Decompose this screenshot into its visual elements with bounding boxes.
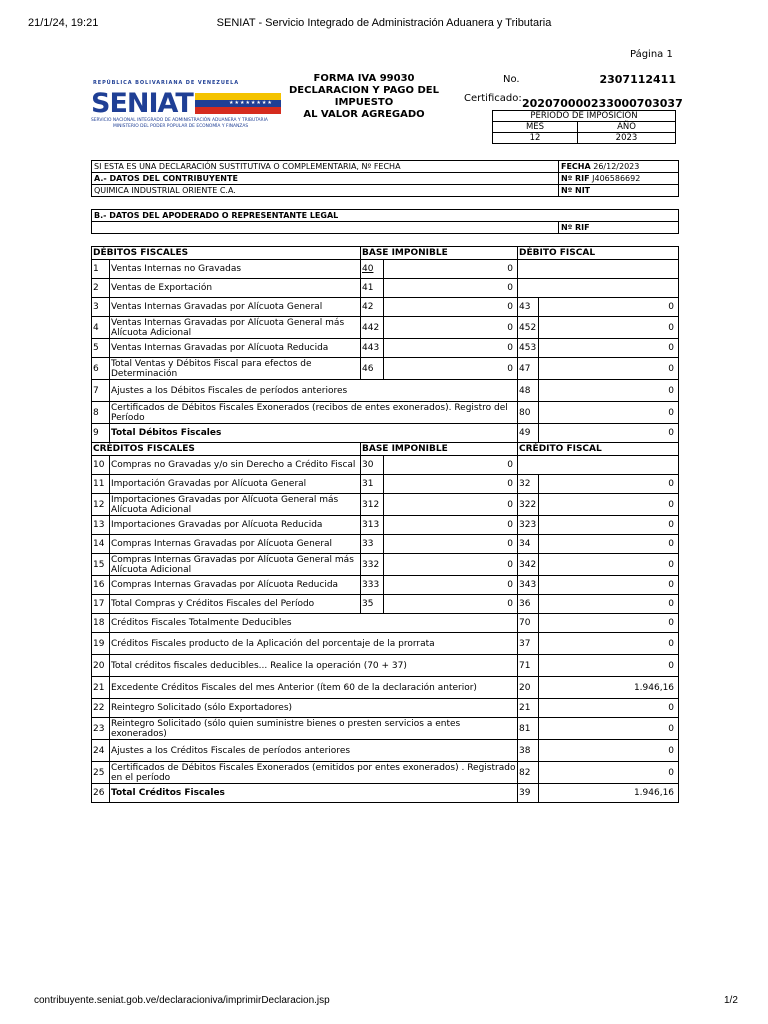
fiscal-value: 0 bbox=[539, 317, 679, 339]
row-number: 22 bbox=[92, 699, 110, 718]
row-number: 11 bbox=[92, 475, 110, 494]
anio-value: 2023 bbox=[578, 133, 676, 144]
mes-value: 12 bbox=[493, 133, 578, 144]
fiscal-value: 0 bbox=[539, 576, 679, 595]
fecha-value: 26/12/2023 bbox=[593, 162, 640, 171]
table-row bbox=[92, 402, 679, 424]
base-code: 333 bbox=[361, 576, 384, 595]
row-description: Ventas Internas Gravadas por Alícuota General bbox=[110, 298, 361, 317]
fiscal-code: 71 bbox=[518, 655, 539, 677]
row-number: 2 bbox=[92, 279, 110, 298]
fiscal-code: 452 bbox=[518, 317, 539, 339]
row-description: Ajustes a los Créditos Fiscales de períodos anteriores bbox=[110, 740, 518, 762]
fiscal-code: 47 bbox=[518, 358, 539, 380]
row-number: 5 bbox=[92, 339, 110, 358]
anio-label: AÑO bbox=[578, 122, 676, 133]
seniat-logo: REPÚBLICA BOLIVARIANA DE VENEZUELA SENIAT ★★★★★★★★ SERVICIO NACIONAL INTEGRADO DE ADMINISTRACIÓN ADUANERA Y TRIBUTARIA MINISTERIO DEL PODER POPULAR DE ECONOMÍA Y FINANZAS bbox=[91, 80, 283, 134]
fiscal-code: 37 bbox=[518, 633, 539, 655]
fiscal-value: 1.946,16 bbox=[539, 677, 679, 699]
fiscal-code: 70 bbox=[518, 614, 539, 633]
declaration-number: 2307112411 bbox=[599, 73, 676, 86]
row-description: Compras Internas Gravadas por Alícuota General más Alícuota Adicional bbox=[110, 554, 361, 576]
base-value: 0 bbox=[384, 595, 518, 614]
fiscal-value: 0 bbox=[539, 494, 679, 516]
table-row bbox=[92, 339, 679, 358]
fiscal-code: 49 bbox=[518, 424, 539, 443]
row-description: Importación Gravadas por Alícuota General bbox=[110, 475, 361, 494]
page-number: Página 1 bbox=[630, 49, 673, 60]
fiscal-code: 453 bbox=[518, 339, 539, 358]
table-row bbox=[92, 784, 679, 803]
fiscal-table bbox=[91, 246, 679, 803]
contribuyente-name: QUIMICA INDUSTRIAL ORIENTE C.A. bbox=[94, 186, 236, 195]
section-header bbox=[92, 443, 679, 456]
fiscal-value: 0 bbox=[539, 424, 679, 443]
base-code: 313 bbox=[361, 516, 384, 535]
fiscal-code: 343 bbox=[518, 576, 539, 595]
base-value: 0 bbox=[384, 475, 518, 494]
base-value: 0 bbox=[384, 535, 518, 554]
base-code: 35 bbox=[361, 595, 384, 614]
table-row bbox=[92, 475, 679, 494]
row-number: 3 bbox=[92, 298, 110, 317]
apoderado-rif-label: Nº RIF bbox=[561, 223, 590, 232]
fecha-label: FECHA bbox=[561, 162, 591, 171]
base-code: 42 bbox=[361, 298, 384, 317]
section-b-title: B.- DATOS DEL APODERADO O REPRESENTANTE LEGAL bbox=[94, 211, 339, 220]
fiscal-value: 0 bbox=[539, 358, 679, 380]
row-description: Reintegro Solicitado (sólo Exportadores) bbox=[110, 699, 518, 718]
base-imponible-header: BASE IMPONIBLE bbox=[361, 443, 518, 456]
row-description: Certificados de Débitos Fiscales Exonerados (recibos de entes exonerados). Registro del Período bbox=[110, 402, 518, 424]
table-row bbox=[92, 677, 679, 699]
row-number: 16 bbox=[92, 576, 110, 595]
print-page-title: SENIAT - Servicio Integrado de Administración Aduanera y Tributaria bbox=[216, 17, 552, 29]
table-row bbox=[92, 699, 679, 718]
base-value: 0 bbox=[384, 279, 518, 298]
row-description: Certificados de Débitos Fiscales Exonerados (emitidos por entes exonerados) . Registrado en el período bbox=[110, 762, 518, 784]
table-row bbox=[92, 762, 679, 784]
row-description: Créditos Fiscales producto de la Aplicación del porcentaje de la prorrata bbox=[110, 633, 518, 655]
fiscal-code: 34 bbox=[518, 535, 539, 554]
periodo-table bbox=[492, 110, 676, 144]
fiscal-code: 20 bbox=[518, 677, 539, 699]
base-value: 0 bbox=[384, 456, 518, 475]
print-datetime: 21/1/24, 19:21 bbox=[28, 17, 99, 29]
row-description: Ventas Internas Gravadas por Alícuota Reducida bbox=[110, 339, 361, 358]
table-row bbox=[92, 456, 679, 475]
row-number: 7 bbox=[92, 380, 110, 402]
fiscal-code: 36 bbox=[518, 595, 539, 614]
fiscal-value: 0 bbox=[539, 402, 679, 424]
table-row bbox=[92, 279, 679, 298]
fiscal-value: 0 bbox=[539, 535, 679, 554]
base-code: 312 bbox=[361, 494, 384, 516]
row-number: 24 bbox=[92, 740, 110, 762]
print-page-count: 1/2 bbox=[724, 995, 738, 1006]
row-number: 10 bbox=[92, 456, 110, 475]
fiscal-value: 0 bbox=[539, 614, 679, 633]
fiscal-empty bbox=[518, 456, 679, 475]
fiscal-code: 82 bbox=[518, 762, 539, 784]
table-row bbox=[92, 614, 679, 633]
rif-value: J406586692 bbox=[592, 174, 641, 183]
form-title: FORMA IVA 99030 DECLARACION Y PAGO DEL IMPUESTO AL VALOR AGREGADO bbox=[289, 73, 439, 120]
table-row bbox=[92, 655, 679, 677]
row-number: 23 bbox=[92, 718, 110, 740]
row-number: 15 bbox=[92, 554, 110, 576]
periodo-title: PERIODO DE IMPOSICION bbox=[493, 111, 676, 122]
row-number: 18 bbox=[92, 614, 110, 633]
table-row bbox=[92, 516, 679, 535]
base-value: 0 bbox=[384, 317, 518, 339]
base-value: 0 bbox=[384, 339, 518, 358]
fiscal-value: 0 bbox=[539, 595, 679, 614]
fiscal-value: 0 bbox=[539, 718, 679, 740]
base-imponible-header: BASE IMPONIBLE bbox=[361, 247, 518, 260]
fiscal-value: 0 bbox=[539, 633, 679, 655]
base-code: 41 bbox=[361, 279, 384, 298]
row-number: 13 bbox=[92, 516, 110, 535]
row-number: 12 bbox=[92, 494, 110, 516]
base-value: 0 bbox=[384, 576, 518, 595]
section-header bbox=[92, 247, 679, 260]
base-code: 442 bbox=[361, 317, 384, 339]
venezuela-flag-icon: ★★★★★★★★ bbox=[195, 93, 281, 114]
table-row bbox=[92, 718, 679, 740]
row-number: 19 bbox=[92, 633, 110, 655]
rif-label: Nº RIF bbox=[561, 174, 590, 183]
fiscal-code: 80 bbox=[518, 402, 539, 424]
certificate-number: 20207000023300070303​7 bbox=[522, 97, 683, 110]
fiscal-code: 21 bbox=[518, 699, 539, 718]
fiscal-value: 0 bbox=[539, 554, 679, 576]
row-description: Reintegro Solicitado (sólo quien suministre bienes o presten servicios a entes exonerados) bbox=[110, 718, 518, 740]
table-row bbox=[92, 380, 679, 402]
section-title: CRÉDITOS FISCALES bbox=[92, 443, 361, 456]
table-row bbox=[92, 554, 679, 576]
section-title: DÉBITOS FISCALES bbox=[92, 247, 361, 260]
row-number: 25 bbox=[92, 762, 110, 784]
fiscal-code: 81 bbox=[518, 718, 539, 740]
base-value: 0 bbox=[384, 298, 518, 317]
row-description: Total Compras y Créditos Fiscales del Período bbox=[110, 595, 361, 614]
base-value: 0 bbox=[384, 494, 518, 516]
row-number: 4 bbox=[92, 317, 110, 339]
base-value: 0 bbox=[384, 260, 518, 279]
row-description: Total Créditos Fiscales bbox=[110, 784, 518, 803]
fiscal-header: CRÉDITO FISCAL bbox=[518, 443, 679, 456]
base-code: 46 bbox=[361, 358, 384, 380]
fiscal-value: 0 bbox=[539, 699, 679, 718]
row-description: Importaciones Gravadas por Alícuota General más Alícuota Adicional bbox=[110, 494, 361, 516]
fiscal-value: 0 bbox=[539, 655, 679, 677]
row-description: Importaciones Gravadas por Alícuota Reducida bbox=[110, 516, 361, 535]
fiscal-value: 0 bbox=[539, 762, 679, 784]
row-description: Excedente Créditos Fiscales del mes Anterior (ítem 60 de la declaración anterior) bbox=[110, 677, 518, 699]
fiscal-value: 0 bbox=[539, 339, 679, 358]
fiscal-empty bbox=[518, 260, 679, 279]
fiscal-value: 0 bbox=[539, 740, 679, 762]
table-row bbox=[92, 358, 679, 380]
row-number: 8 bbox=[92, 402, 110, 424]
row-number: 1 bbox=[92, 260, 110, 279]
base-value: 0 bbox=[384, 516, 518, 535]
row-number: 9 bbox=[92, 424, 110, 443]
row-description: Compras Internas Gravadas por Alícuota Reducida bbox=[110, 576, 361, 595]
table-row bbox=[92, 298, 679, 317]
base-code: 30 bbox=[361, 456, 384, 475]
fiscal-code: 342 bbox=[518, 554, 539, 576]
print-url: contribuyente.seniat.gob.ve/declaracioniva/imprimirDeclaracion.jsp bbox=[34, 995, 330, 1006]
base-value: 0 bbox=[384, 554, 518, 576]
row-number: 6 bbox=[92, 358, 110, 380]
fiscal-code: 32 bbox=[518, 475, 539, 494]
table-row bbox=[92, 424, 679, 443]
row-description: Ventas Internas Gravadas por Alícuota General más Alícuota Adicional bbox=[110, 317, 361, 339]
fiscal-value: 0 bbox=[539, 475, 679, 494]
base-code: 332 bbox=[361, 554, 384, 576]
row-number: 26 bbox=[92, 784, 110, 803]
row-description: Ventas de Exportación bbox=[110, 279, 361, 298]
base-code: 40 bbox=[361, 260, 384, 279]
fiscal-code: 38 bbox=[518, 740, 539, 762]
base-code: 31 bbox=[361, 475, 384, 494]
row-description: Total Ventas y Débitos Fiscal para efectos de Determinación bbox=[110, 358, 361, 380]
number-label: No. bbox=[503, 74, 520, 85]
fiscal-code: 39 bbox=[518, 784, 539, 803]
table-row bbox=[92, 494, 679, 516]
fiscal-code: 322 bbox=[518, 494, 539, 516]
contribuyente-box bbox=[91, 160, 679, 197]
fiscal-value: 1.946,16 bbox=[539, 784, 679, 803]
fiscal-code: 48 bbox=[518, 380, 539, 402]
apoderado-box bbox=[91, 209, 679, 234]
certificate-label: Certificado: bbox=[464, 93, 522, 104]
row-description: Ajustes a los Débitos Fiscales de períodos anteriores bbox=[110, 380, 518, 402]
row-number: 14 bbox=[92, 535, 110, 554]
table-row bbox=[92, 740, 679, 762]
nit-label: Nº NIT bbox=[561, 186, 591, 195]
row-number: 21 bbox=[92, 677, 110, 699]
fiscal-value: 0 bbox=[539, 298, 679, 317]
sustitutiva-text: SI ESTA ES UNA DECLARACIÓN SUSTITUTIVA O COMPLEMENTARIA, Nº FECHA bbox=[94, 162, 401, 171]
table-row bbox=[92, 260, 679, 279]
row-description: Compras Internas Gravadas por Alícuota General bbox=[110, 535, 361, 554]
logo-wordmark: SENIAT bbox=[91, 88, 193, 119]
table-row bbox=[92, 576, 679, 595]
table-row bbox=[92, 595, 679, 614]
row-number: 17 bbox=[92, 595, 110, 614]
base-code: 443 bbox=[361, 339, 384, 358]
base-code: 33 bbox=[361, 535, 384, 554]
table-row bbox=[92, 633, 679, 655]
base-value: 0 bbox=[384, 358, 518, 380]
row-description: Ventas Internas no Gravadas bbox=[110, 260, 361, 279]
table-row bbox=[92, 317, 679, 339]
table-row bbox=[92, 535, 679, 554]
fiscal-code: 43 bbox=[518, 298, 539, 317]
mes-label: MES bbox=[493, 122, 578, 133]
row-description: Total Débitos Fiscales bbox=[110, 424, 518, 443]
fiscal-code: 323 bbox=[518, 516, 539, 535]
row-number: 20 bbox=[92, 655, 110, 677]
section-a-title: A.- DATOS DEL CONTRIBUYENTE bbox=[94, 174, 238, 183]
fiscal-value: 0 bbox=[539, 516, 679, 535]
row-description: Compras no Gravadas y/o sin Derecho a Crédito Fiscal bbox=[110, 456, 361, 475]
row-description: Total créditos fiscales deducibles... Realice la operación (70 + 37) bbox=[110, 655, 518, 677]
fiscal-header: DÉBITO FISCAL bbox=[518, 247, 679, 260]
row-description: Créditos Fiscales Totalmente Deducibles bbox=[110, 614, 518, 633]
fiscal-empty bbox=[518, 279, 679, 298]
fiscal-value: 0 bbox=[539, 380, 679, 402]
